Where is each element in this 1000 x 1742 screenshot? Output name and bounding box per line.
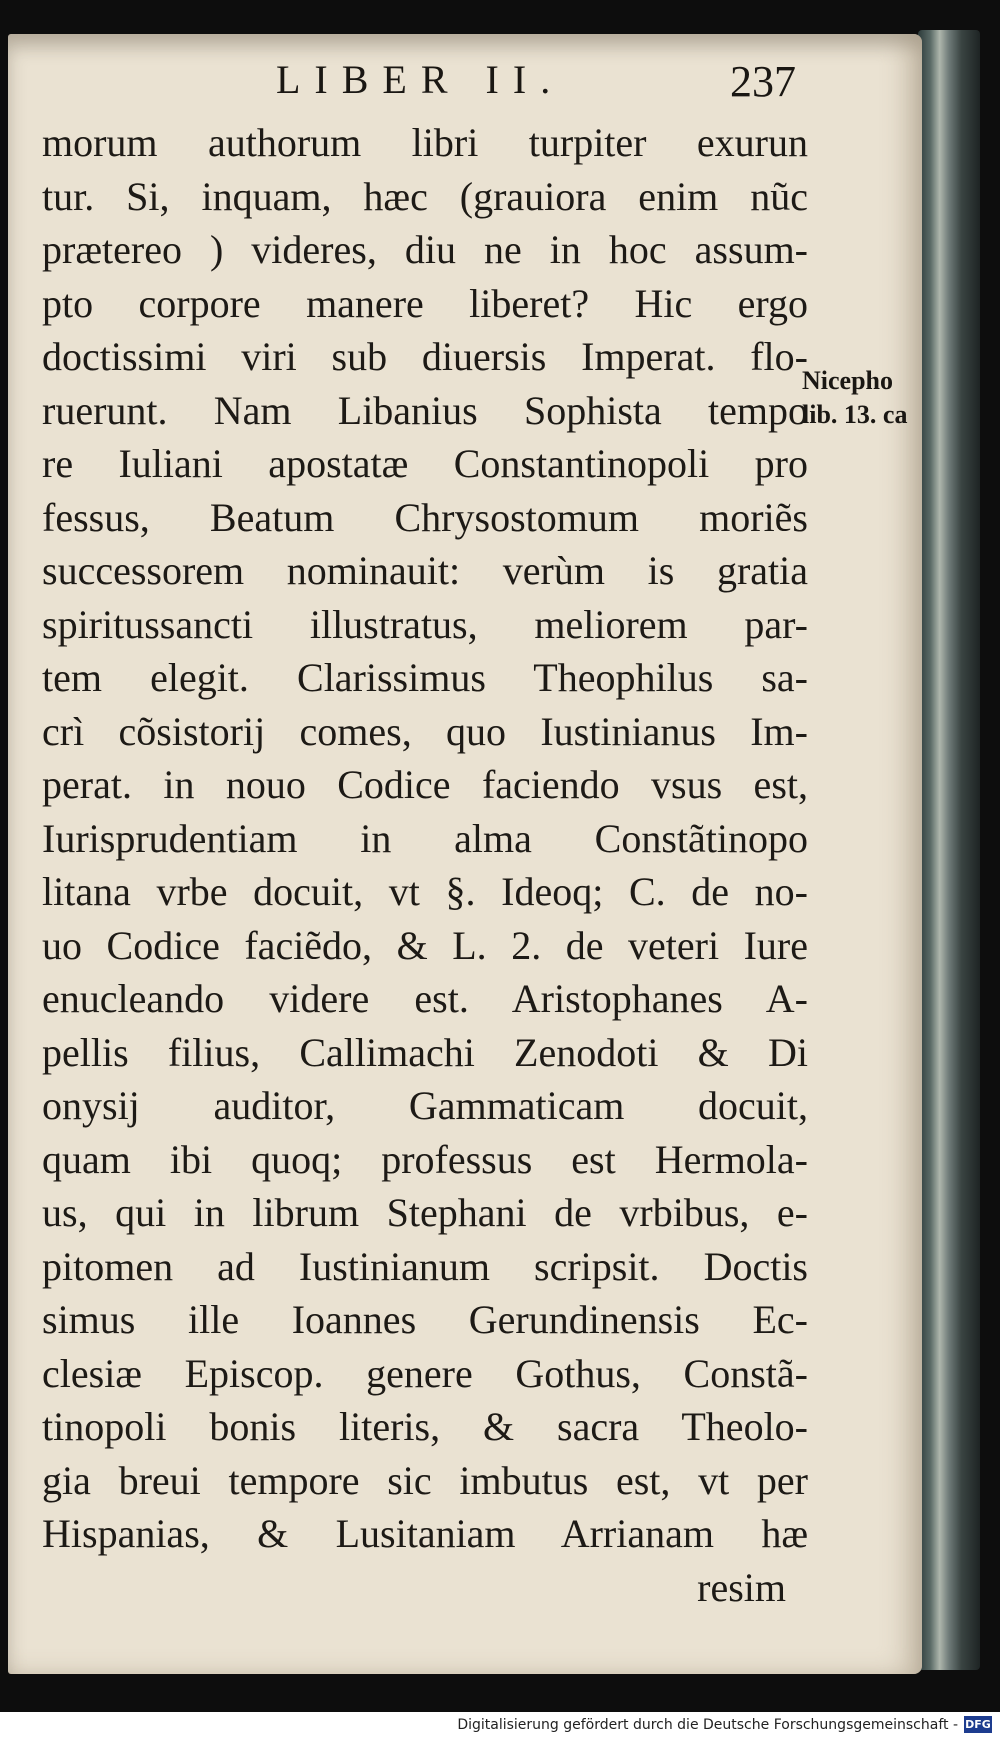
text-line: perat. in nouo Codice faciendo vsus est, bbox=[42, 762, 808, 807]
text-line: gia breui tempore sic imbutus est, vt per bbox=[42, 1457, 808, 1503]
text-line: quam ibi quoq; professus est Hermola- bbox=[42, 1136, 808, 1182]
text-line: spiritussancti illustratus, meliorem par- bbox=[42, 601, 808, 647]
text-line: pto corpore manere liberet? Hic ergo bbox=[42, 280, 808, 326]
marginal-note-line: lib. 13. ca bbox=[802, 400, 908, 429]
text-line: pellis filius, Callimachi Zenodoti & Di bbox=[42, 1029, 808, 1075]
text-line: Hispanias, & Lusitaniam Arrianam hæ bbox=[42, 1511, 808, 1556]
text-line: onysij auditor, Gammaticam docuit, bbox=[42, 1083, 808, 1128]
book-edge bbox=[918, 30, 980, 1670]
text-line: prætereo ) videres, diu ne in hoc assum- bbox=[42, 227, 808, 272]
text-line: simus ille Ioannes Gerundinensis Ec- bbox=[42, 1297, 808, 1342]
text-line: Iurisprudentiam in alma Constãtinopo bbox=[42, 815, 808, 861]
marginal-note-line: Nicepho bbox=[802, 366, 893, 395]
dfg-logo: DFG bbox=[965, 1718, 991, 1731]
text-line: uo Codice faciẽdo, & L. 2. de veteri Iure bbox=[42, 922, 808, 968]
text-line: tur. Si, inquam, hæc (grauiora enim nũc bbox=[42, 173, 808, 219]
text-line: enucleando videre est. Aristophanes A- bbox=[42, 976, 808, 1021]
marginal-note bbox=[802, 364, 922, 432]
funding-credit: Digitalisierung gefördert durch die Deutsche Forschungsgemeinschaft - bbox=[457, 1717, 958, 1733]
text-line: doctissimi viri sub diuersis Imperat. flo- bbox=[42, 334, 808, 379]
running-head: LIBER II. bbox=[276, 57, 565, 102]
page-number: 237 bbox=[730, 57, 796, 106]
text-line: morum authorum libri turpiter exurun bbox=[42, 120, 808, 165]
text-line: us, qui in librum Stephani de vrbibus, e- bbox=[42, 1190, 808, 1235]
body-text bbox=[42, 116, 808, 1614]
text-line: tem elegit. Clarissimus Theophilus sa- bbox=[42, 655, 808, 700]
text-line: crì cõsistorij comes, quo Iustinianus Im- bbox=[42, 708, 808, 754]
text-line: tinopoli bonis literis, & sacra Theolo- bbox=[42, 1404, 808, 1449]
text-line: successorem nominauit: verùm is gratia bbox=[42, 548, 808, 593]
text-line: litana vrbe docuit, vt §. Ideoq; C. de no- bbox=[42, 869, 808, 914]
text-line: re Iuliani apostatæ Constantinopoli pro bbox=[42, 441, 808, 486]
book-page bbox=[8, 34, 922, 1674]
text-line: fessus, Beatum Chrysostomum moriẽs bbox=[42, 494, 808, 540]
text-line: clesiæ Episcop. genere Gothus, Constã- bbox=[42, 1350, 808, 1396]
text-line: pitomen ad Iustinianum scripsit. Doctis bbox=[42, 1243, 808, 1289]
catchword: resim bbox=[697, 1564, 786, 1610]
text-line: ruerunt. Nam Libanius Sophista tempo bbox=[42, 387, 808, 433]
